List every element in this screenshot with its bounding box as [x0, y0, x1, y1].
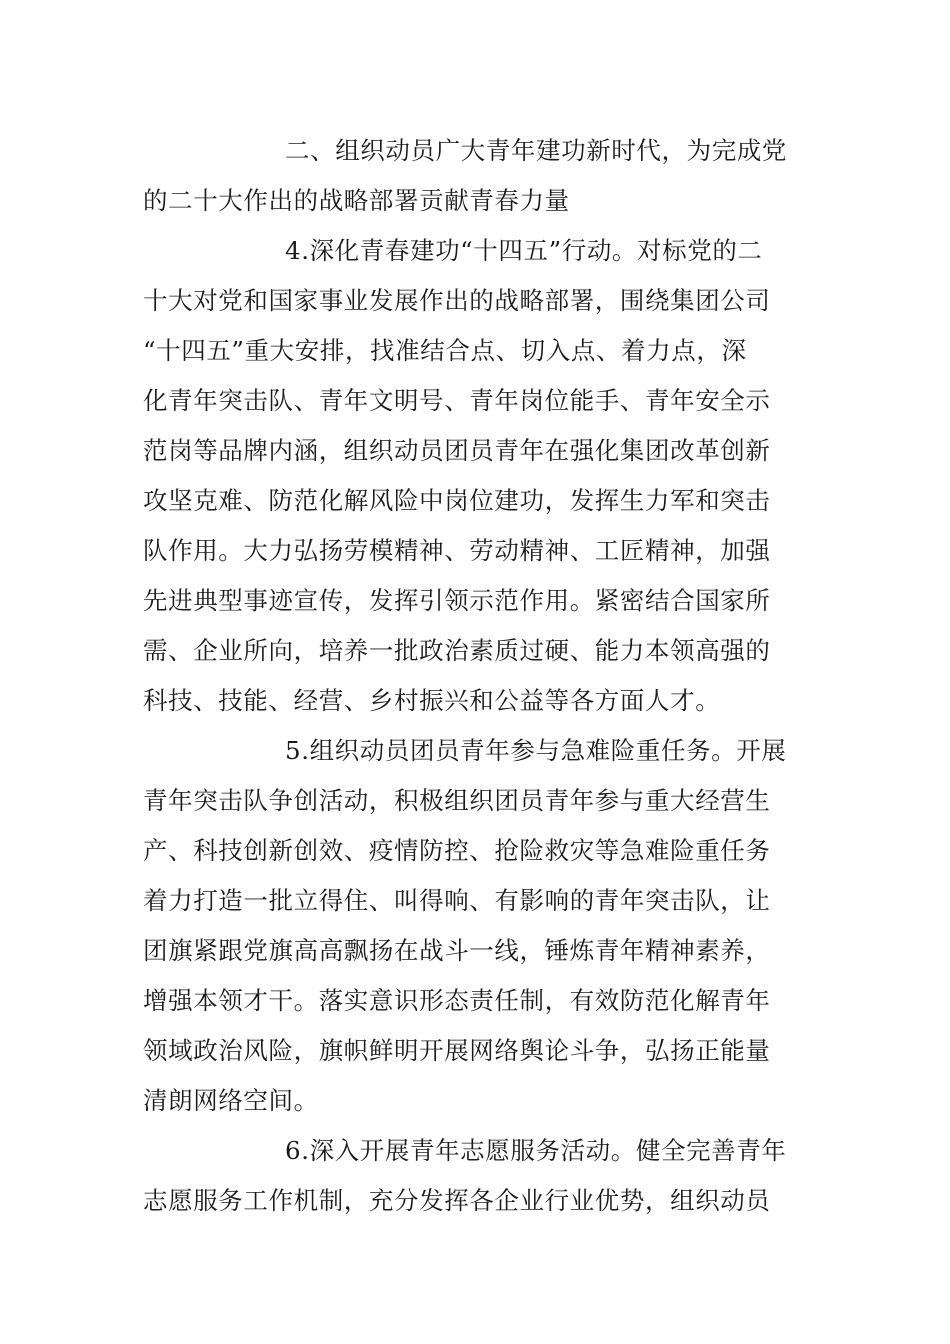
paragraph-4-line-3: “十四五”重大安排，找准结合点、切入点、着力点，深 — [143, 336, 747, 365]
paragraph-4-line-7: 队作用。大力弘扬劳模精神、劳动精神、工匠精神，加强 — [143, 536, 771, 565]
paragraph-4-line-10: 科技、技能、经营、乡村振兴和公益等各方面人才。 — [143, 686, 721, 715]
section-heading-line-2: 的二十大作出的战略部署贡献青春力量 — [143, 186, 570, 215]
paragraph-4-line-2: 十大对党和国家事业发展作出的战略部署，围绕集团公司 — [143, 286, 771, 315]
paragraph-5-line-6: 增强本领才干。落实意识形态责任制，有效防范化解青年 — [143, 986, 771, 1015]
paragraph-5-line-5: 团旗紧跟党旗高高飘扬在战斗一线，锤炼青年精神素养， — [143, 936, 771, 965]
paragraph-5-line-8: 清朗网络空间。 — [143, 1086, 319, 1115]
paragraph-4-line-9: 需、企业所向，培养一批政治素质过硬、能力本领高强的 — [143, 636, 771, 665]
paragraph-4-line-6: 攻坚克难、防范化解风险中岗位建功，发挥生力军和突击 — [143, 486, 771, 515]
paragraph-4-line-8: 先进典型事迹宣传，发挥引领示范作用。紧密结合国家所 — [143, 586, 771, 615]
paragraph-6-line-2: 志愿服务工作机制，充分发挥各企业行业优势，组织动员 — [143, 1186, 771, 1215]
paragraph-5-line-1: 5.组织动员团员青年参与急难险重任务。开展 — [285, 736, 787, 765]
section-heading-line-1: 二、组织动员广大青年建功新时代，为完成党 — [285, 136, 787, 165]
paragraph-5-line-4: 着力打造一批立得住、叫得响、有影响的青年突击队，让 — [143, 886, 771, 915]
paragraph-5-line-7: 领域政治风险，旗帜鲜明开展网络舆论斗争，弘扬正能量 — [143, 1036, 771, 1065]
paragraph-4-line-4: 化青年突击队、青年文明号、青年岗位能手、青年安全示 — [143, 386, 771, 415]
paragraph-4-line-5: 范岗等品牌内涵，组织动员团员青年在强化集团改革创新 — [143, 436, 771, 465]
paragraph-4-line-1: 4.深化青春建功“十四五”行动。对标党的二 — [285, 236, 763, 265]
paragraph-6-line-1: 6.深入开展青年志愿服务活动。健全完善青年 — [285, 1136, 787, 1165]
paragraph-5-line-2: 青年突击队争创活动，积极组织团员青年参与重大经营生 — [143, 786, 771, 815]
paragraph-5-line-3: 产、科技创新创效、疫情防控、抢险救灾等急难险重任务 — [143, 836, 771, 865]
